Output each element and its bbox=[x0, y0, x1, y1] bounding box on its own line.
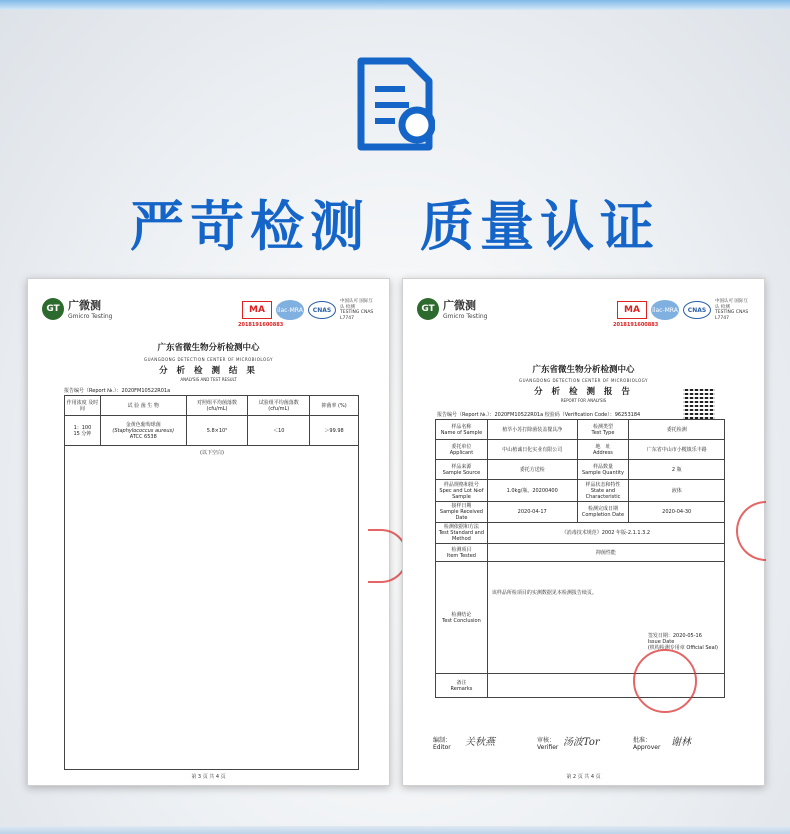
org-name: 广东省微生物分析检测中心 bbox=[157, 343, 260, 353]
info-table: 样品名称 Name of Sample 植萃小苏打除菌装盖餐具净 检测类型 Test Type 委托检测 委托单位 Applicant 中山植诚日化实业有限公司 地 址 Address 广东省中山市小榄镇乐丰路 样品来源 Sample Source 委托方送检 样品数量 Sample Quantity 2 瓶 样品规格和批号 Spec and Lot №of Sample 1.0kg/瓶、20200400 样品状态和特性 State and Characteristic 液体 接样日期 Sample Received Date 2020-04-17 检测完成日期 Completion Date 2020-04-30 检测依据和方法 Test Standard and Method 《消毒技术规范》2002 年版-2.1.1.3.2 检测项目 Item Tested 抑菌性能 检测结论 Test Conclusion 该样品所检项目的实测数据见本检测报告续页。 签发日期：2020-05-16 Issue Date (机构检测专用章 Official Seal) 备注 Remarks bbox=[435, 419, 725, 698]
qr-code-icon bbox=[683, 387, 715, 419]
bottom-bar bbox=[0, 826, 790, 834]
ilac-icon: ilac-MRA bbox=[651, 300, 679, 320]
edge-seal-icon bbox=[736, 501, 766, 561]
cell-organism: 金黄色葡萄球菌 (Staphylococcus aureus) ATCC 6538 bbox=[100, 416, 186, 446]
header-conc: 作用浓度 及时间 bbox=[65, 396, 101, 416]
headline-right: 质量认证 bbox=[420, 195, 660, 258]
report-page-3 bbox=[27, 278, 390, 786]
header-test: 试验组平均菌落数 (cfu/mL) bbox=[248, 396, 310, 416]
header-rate: 抑菌率 (%) bbox=[310, 396, 359, 416]
report-title-en: ANALYSIS AND TEST RESULT bbox=[180, 377, 237, 382]
cell-rate: ＞99.98 bbox=[310, 416, 359, 446]
cma-icon: MA 2018191600883 bbox=[242, 301, 272, 319]
top-bar bbox=[0, 0, 790, 10]
report-number: 报告编号（Report №.）：2020FM10522R01a bbox=[64, 388, 171, 394]
cell-test: ＜10 bbox=[248, 416, 310, 446]
cert-note: 中国认可 国际互认 检测 TESTING CNAS L7747 bbox=[340, 299, 374, 321]
cell-conc: 1：100 15 分钟 bbox=[65, 416, 101, 446]
headline-left: 严苛检测 bbox=[130, 195, 370, 258]
cert-logos bbox=[238, 299, 374, 328]
page-number: 第 2 页 共 4 页 bbox=[566, 774, 601, 780]
verifier-label: 审核： Verifier bbox=[537, 737, 559, 751]
results-table bbox=[64, 395, 359, 446]
logo bbox=[42, 297, 112, 320]
report-number: 报告编号（Report №.）：2020FM10522R01a 校验码（Verification Code）：96253184 bbox=[437, 412, 641, 418]
blank-note: (以下空白) bbox=[200, 450, 224, 456]
approver-signature: 谢林 bbox=[671, 737, 691, 748]
cert-note: 中国认可 国际互认 检测 TESTING CNAS L7747 bbox=[715, 299, 749, 321]
cnas-icon: CNAS bbox=[683, 301, 711, 319]
report-page-2 bbox=[402, 278, 765, 786]
logo bbox=[417, 297, 487, 320]
logo-cn: 广微测 bbox=[443, 299, 476, 312]
logo-en: Gmicro Testing bbox=[68, 313, 113, 320]
verifier-signature: 汤波Tor bbox=[563, 737, 600, 748]
editor-label: 编制： Editor bbox=[433, 737, 452, 751]
cnas-icon: CNAS bbox=[308, 301, 336, 319]
org-name-en: GUANGDONG DETECTION CENTER OF MICROBIOLOGY bbox=[144, 357, 273, 362]
header-organism: 试 验 菌 生 物 bbox=[100, 396, 186, 416]
header-control: 对照组平均菌落数 (cfu/mL) bbox=[186, 396, 248, 416]
official-seal-icon bbox=[633, 649, 697, 713]
editor-signature: 关秋燕 bbox=[465, 737, 495, 748]
report-title: 分 析 检 测 报 告 bbox=[534, 387, 633, 397]
page-number: 第 3 页 共 4 页 bbox=[191, 774, 226, 780]
org-name: 广东省微生物分析检测中心 bbox=[532, 365, 635, 375]
cell-control: 5.8×10⁵ bbox=[186, 416, 248, 446]
gt-logo-icon: GT bbox=[42, 298, 64, 320]
org-name-en: GUANGDONG DETECTION CENTER OF MICROBIOLOGY bbox=[519, 378, 648, 383]
gt-logo-icon: GT bbox=[417, 298, 439, 320]
logo-cn: 广微测 bbox=[68, 299, 101, 312]
approver-label: 批准： Approver bbox=[633, 737, 661, 751]
document-icon bbox=[355, 57, 435, 152]
report-title: 分 析 检 测 结 果 bbox=[159, 366, 258, 376]
headline bbox=[0, 184, 790, 261]
cert-logos bbox=[613, 299, 749, 328]
logo-en: Gmicro Testing bbox=[443, 313, 488, 320]
cma-icon: MA 2018191600883 bbox=[617, 301, 647, 319]
ilac-icon: ilac-MRA bbox=[276, 300, 304, 320]
report-title-en: REPORT FOR ANALYSIS bbox=[560, 398, 607, 403]
